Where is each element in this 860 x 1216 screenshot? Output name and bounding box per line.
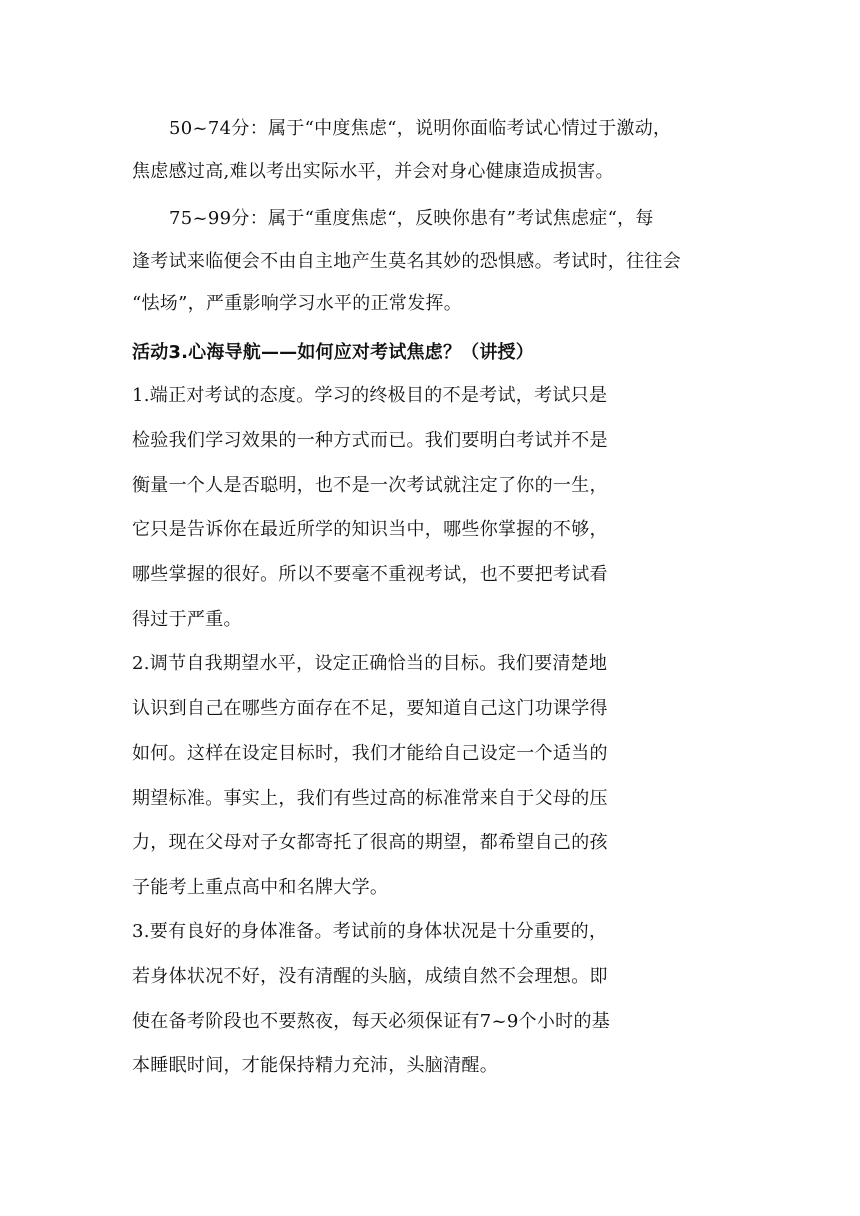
text-line: 检验我们学习效果的一种方式而已。我们要明白考试并不是 [132,430,608,451]
text-line: 衡量一个人是否聪明，也不是一次考试就注定了你的一生， [132,475,608,496]
text-line: “怯场”，严重影响学习水平的正常发挥。 [132,293,463,314]
text-line: 期望标准。事实上，我们有些过高的标准常来自于父母的压 [132,788,608,809]
text-line: 子能考上重点高中和名牌大学。 [132,877,389,898]
text-line: 焦虑感过高,难以考出实际水平，并会对身心健康造成损害。 [132,161,614,182]
text-line: 2.调节自我期望水平，设定正确恰当的目标。我们要清楚地 [132,653,608,674]
text-line: 力，现在父母对子女都寄托了很高的期望，都希望自己的孩 [132,832,608,853]
text-line: 1.端正对考试的态度。学习的终极目的不是考试，考试只是 [132,385,608,406]
text-line: 本睡眠时间，才能保持精力充沛，头脑清醒。 [132,1055,498,1076]
text-line: 使在备考阶段也不要熬夜，每天必须保证有7~9个小时的基 [132,1011,611,1032]
text-line: 3.要有良好的身体准备。考试前的身体状况是十分重要的， [132,921,608,942]
text-line: 它只是告诉你在最近所学的知识当中，哪些你掌握的不够， [132,519,608,540]
text-line: 50~74分：属于“中度焦虑“，说明你面临考试心情过于激动， [169,118,672,139]
text-line: 认识到自己在哪些方面存在不足，要知道自己这门功课学得 [132,698,608,719]
text-line: 若身体状况不好，没有清醒的头脑，成绩自然不会理想。即 [132,966,608,987]
section-heading: 活动3.心海导航——如何应对考试焦虑？（讲授） [132,342,534,363]
text-line: 逢考试来临便会不由自主地产生莫名其妙的恐惧感。考试时，往往会 [132,251,681,272]
text-line: 得过于严重。 [132,609,242,630]
text-line: 75~99分：属于“重度焦虑“，反映你患有”考试焦虑症“，每 [169,208,654,229]
text-line: 哪些掌握的很好。所以不要毫不重视考试，也不要把考试看 [132,564,608,585]
text-line: 如何。这样在设定目标时，我们才能给自己设定一个适当的 [132,743,608,764]
